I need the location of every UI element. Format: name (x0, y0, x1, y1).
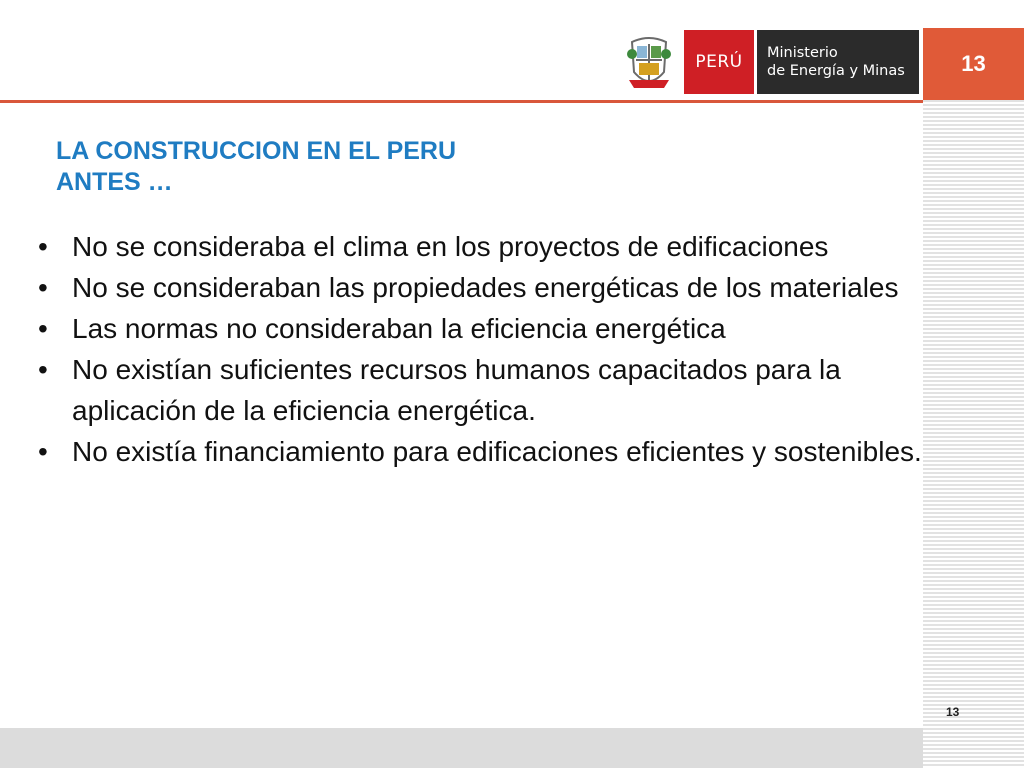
list-item (36, 226, 926, 267)
list-item (36, 431, 926, 472)
footer-page-number: 13 (946, 705, 960, 719)
title-line-1: LA CONSTRUCCION EN EL PERU (56, 137, 457, 165)
page-number-tile (923, 28, 1024, 100)
ministry-logo (620, 30, 919, 94)
page-number: 13 (961, 51, 986, 76)
bullet-icon: • (38, 231, 48, 262)
peru-label: PERÚ (695, 52, 743, 72)
list-item-text: No se consideraba el clima en los proyectos de edificaciones (72, 231, 829, 262)
list-item-text: No existían suficientes recursos humanos capacitados para la aplicación de la eficiencia energética. (72, 354, 841, 426)
bullet-icon: • (38, 436, 48, 467)
ministry-line-2: de Energía y Minas (767, 63, 905, 79)
list-item-text: Las normas no consideraban la eficiencia energética (72, 313, 726, 344)
coat-of-arms-icon (620, 30, 678, 94)
striped-sidebar (923, 96, 1024, 768)
peru-label-box (684, 30, 754, 94)
slide-title (56, 136, 656, 198)
bottom-bar (0, 728, 923, 768)
list-item-text: No existía financiamiento para edificaciones eficientes y sostenibles. (72, 436, 922, 467)
list-item-text: No se consideraban las propiedades energéticas de los materiales (72, 272, 899, 303)
list-item (36, 267, 926, 308)
bullet-list (36, 226, 926, 472)
ministry-label-box (757, 30, 919, 94)
header-divider (0, 100, 923, 103)
bullet-icon: • (38, 272, 48, 303)
bullet-icon: • (38, 354, 48, 385)
bullet-icon: • (38, 313, 48, 344)
list-item (36, 308, 926, 349)
ministry-line-1: Ministerio (767, 45, 838, 61)
title-line-2: ANTES … (56, 168, 173, 196)
list-item (36, 349, 926, 431)
